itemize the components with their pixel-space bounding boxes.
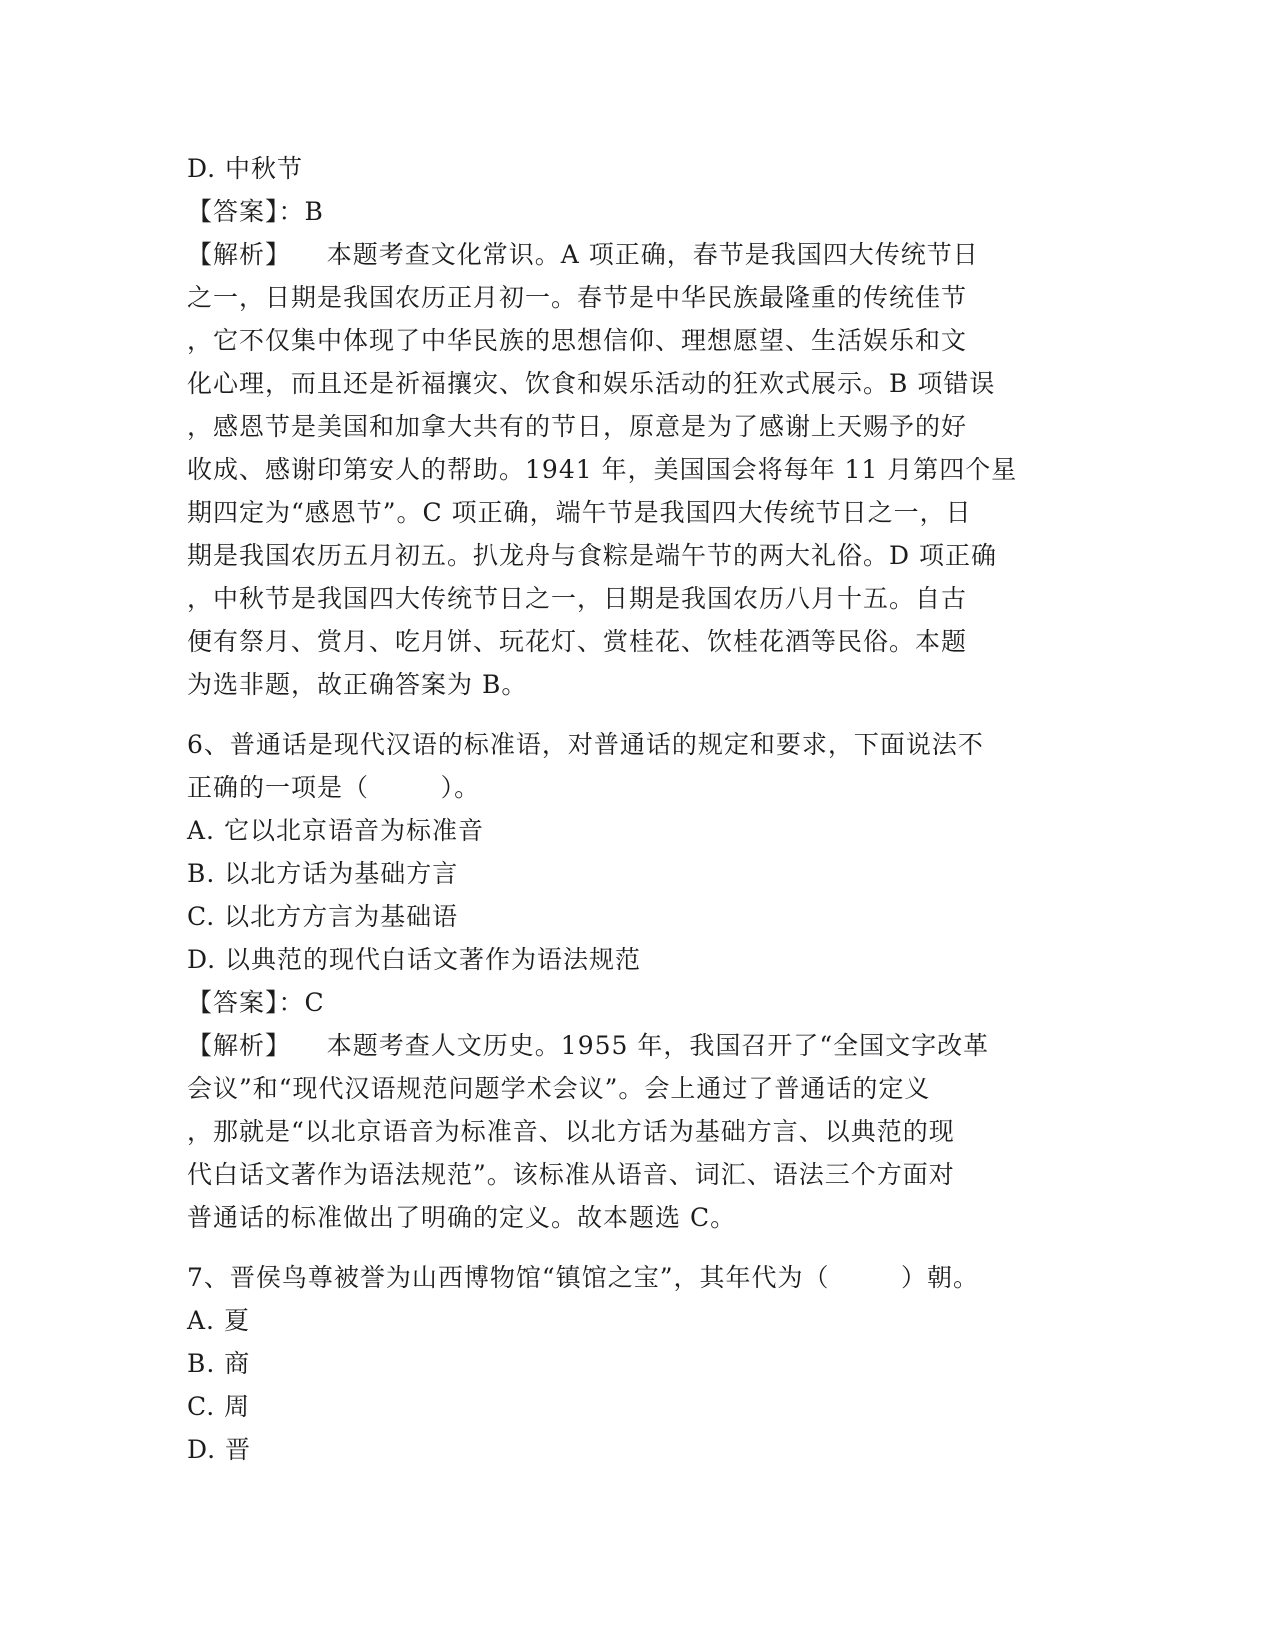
question-text: 6、普通话是现代汉语的标准语，对普通话的规定和要求，下面说法不 [187,730,984,759]
option-b: B. 商 [187,1349,251,1378]
analysis-line: ，那就是“以北京语音为标准音、以北方话为基础方言、以典范的现 [187,1117,955,1146]
answer-line: 【答案】：C [187,988,325,1017]
analysis-line: 收成、感谢印第安人的帮助。1941 年，美国国会将每年 11 月第四个星 [187,455,1018,484]
analysis-paragraph [187,1024,1077,1239]
question-5-tail [187,147,1077,706]
question-text: 正确的一项是（ ）。 [187,773,481,802]
answer-line: 【答案】：B [187,197,324,226]
option-a: A. 它以北京语音为标准音 [187,816,484,845]
analysis-line: ，中秋节是我国四大传统节日之一，日期是我国农历八月十五。自古 [187,584,968,613]
option-c: C. 周 [187,1392,251,1421]
analysis-line: 【解析】 本题考查文化常识。A 项正确，春节是我国四大传统节日 [187,240,979,269]
analysis-line: 期四定为“感恩节”。C 项正确，端午节是我国四大传统节日之一，日 [187,498,972,527]
analysis-line: 普通话的标准做出了明确的定义。故本题选 C。 [187,1203,737,1232]
analysis-line: 为选非题，故正确答案为 B。 [187,670,528,699]
option-d: D. 以典范的现代白话文著作为语法规范 [187,945,642,974]
question-6 [187,723,1077,1239]
option-d: D. 晋 [187,1435,252,1464]
analysis-line: 会议”和“现代汉语规范问题学术会议”。会上通过了普通话的定义 [187,1074,931,1103]
analysis-line: 【解析】 本题考查人文历史。1955 年，我国召开了“全国文字改革 [187,1031,990,1060]
analysis-line: 化心理，而且还是祈福攘灾、饮食和娱乐活动的狂欢式展示。B 项错误 [187,369,996,398]
analysis-paragraph [187,233,1077,706]
analysis-line: 代白话文著作为语法规范”。该标准从语音、词汇、语法三个方面对 [187,1160,955,1189]
question-gap [187,706,1077,723]
analysis-line: 期是我国农历五月初五。扒龙舟与食粽是端午节的两大礼俗。D 项正确 [187,541,997,570]
analysis-line: 之一，日期是我国农历正月初一。春节是中华民族最隆重的传统佳节 [187,283,968,312]
analysis-line: 便有祭月、赏月、吃月饼、玩花灯、赏桂花、饮桂花酒等民俗。本题 [187,627,968,656]
analysis-line: ，感恩节是美国和加拿大共有的节日，原意是为了感谢上天赐予的好 [187,412,968,441]
question-text: 7、晋侯鸟尊被誉为山西博物馆“镇馆之宝”，其年代为（ ）朝。 [187,1263,980,1292]
analysis-line: ，它不仅集中体现了中华民族的思想信仰、理想愿望、生活娱乐和文 [187,326,968,355]
document-page [187,147,1077,1471]
option-c: C. 以北方方言为基础语 [187,902,459,931]
option-d: D. 中秋节 [187,154,304,183]
option-b: B. 以北方话为基础方言 [187,859,459,888]
question-7 [187,1256,1077,1471]
question-gap [187,1239,1077,1256]
option-a: A. 夏 [187,1306,250,1335]
